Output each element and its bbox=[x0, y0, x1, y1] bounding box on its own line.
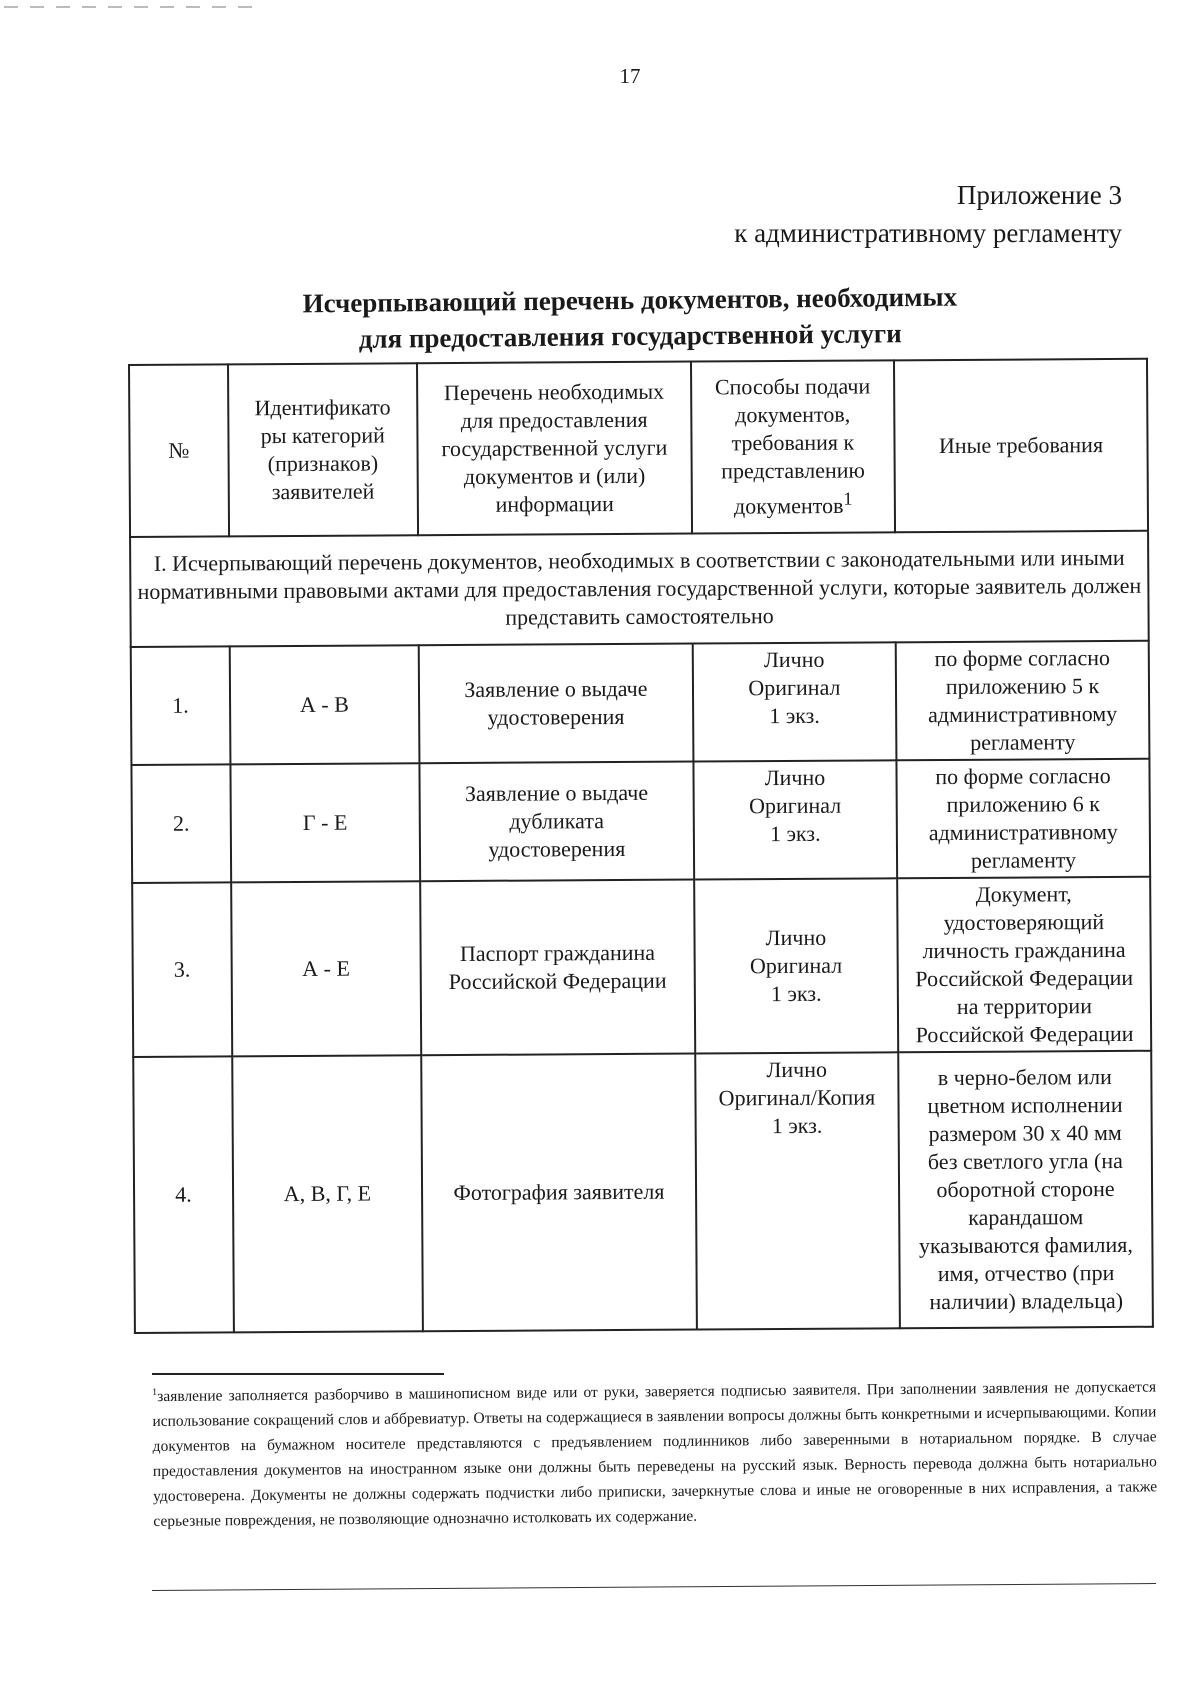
appendix-header bbox=[734, 176, 1122, 252]
row-applicant-ids: А - Е bbox=[231, 881, 421, 1056]
row-document: Паспорт гражданина Российской Федерации bbox=[420, 880, 695, 1056]
row-other-requirements: Документ, удостоверяющий личность гражданина Российской Федерации на территории Российской Федерации bbox=[897, 877, 1151, 1053]
row-applicant-ids: А - В bbox=[229, 645, 419, 764]
footnote-separator bbox=[152, 1373, 444, 1375]
page-number: 17 bbox=[619, 64, 641, 88]
table-row bbox=[131, 641, 1150, 765]
row-number: 1. bbox=[131, 646, 230, 765]
footnote-bottom-rule bbox=[152, 1583, 1156, 1591]
header-submission-methods-text: Способы подачи документов, требования к представлению документов bbox=[714, 373, 871, 519]
row-submission-method: Лично Оригинал 1 экз. bbox=[693, 760, 897, 879]
table-row bbox=[132, 877, 1151, 1057]
appendix-line-2: к административному регламенту bbox=[734, 218, 1122, 248]
row-applicant-ids: А, В, Г, Е bbox=[232, 1055, 423, 1332]
row-other-requirements: в черно-белом или цветном исполнении размером 30 х 40 мм без светлого угла (на оборотной стороне карандашом указываются фамилия, имя, отчество (при наличии) владельца) bbox=[898, 1051, 1153, 1329]
row-other-requirements: по форме согласно приложению 5 к административному регламенту bbox=[896, 641, 1150, 761]
row-submission-method: Лично Оригинал 1 экз. bbox=[693, 642, 897, 761]
appendix-line-1: Приложение 3 bbox=[956, 180, 1122, 210]
row-document: Заявление о выдаче удостоверения bbox=[419, 644, 694, 764]
header-submission-methods bbox=[691, 360, 895, 533]
row-submission-method: Лично Оригинал 1 экз. bbox=[694, 878, 898, 1053]
row-submission-method: Лично Оригинал/Копия 1 экз. bbox=[695, 1052, 900, 1329]
table-header-row bbox=[129, 359, 1148, 537]
row-other-requirements: по форме согласно приложению 6 к административному регламенту bbox=[896, 759, 1150, 879]
row-number: 3. bbox=[132, 882, 232, 1057]
documents-table bbox=[128, 358, 1154, 1334]
footnote-mark: 1 bbox=[152, 1386, 158, 1398]
row-number: 4. bbox=[133, 1056, 233, 1333]
row-applicant-ids: Г - Е bbox=[230, 763, 420, 882]
row-document: Фотография заявителя bbox=[421, 1054, 697, 1332]
header-number: № bbox=[129, 364, 229, 537]
scan-artifact bbox=[4, 6, 264, 8]
document-title: Исчерпывающий перечень документов, необходимых для предоставления государственной услуги bbox=[302, 281, 958, 354]
row-number: 2. bbox=[131, 764, 230, 883]
table-row bbox=[133, 1051, 1153, 1333]
table-section-row bbox=[130, 531, 1149, 647]
footnote bbox=[152, 1370, 1157, 1534]
header-other-requirements: Иные требования bbox=[894, 359, 1148, 533]
header-documents-list: Перечень необходимых для предоставления государственной услуги документов и (или) информации bbox=[417, 362, 692, 536]
section-heading: I. Исчерпывающий перечень документов, необходимых в соответствии с законодательными или иными нормативными правовыми актами для предоставления государственной услуги, которые заявитель должен представить самостоятельно bbox=[130, 531, 1149, 647]
footnote-text: заявление заполняется разборчиво в машинописном виде или от руки, заверяется подписью заявителя. При заполнении заявления не допускается использование сокращений слов и аббревиатур. Ответы на содержащиеся в заявлении вопросы должны быть конкретными и исчерпывающими. Копии документов на бумажном носителе представляются с предъявлением подлинников либо заверенными в нотариальном порядке. В случае предоставления документов на иностранном языке они должны быть переведены на русский язык. Верность перевода должна быть нотариально удостоверена. Документы не должны содержать подчистки либо приписки, зачеркнутые слова и иные не оговоренные в них исправления, а также серьезные повреждения, не позволяющие однозначно истолковать их содержание. bbox=[152, 1378, 1158, 1531]
table-row bbox=[131, 759, 1150, 883]
header-applicant-ids: Идентификато ры категорий (признаков) заявителей bbox=[228, 363, 418, 536]
row-document: Заявление о выдаче дубликата удостоверения bbox=[419, 762, 694, 882]
header-footnote-mark: 1 bbox=[843, 488, 853, 509]
